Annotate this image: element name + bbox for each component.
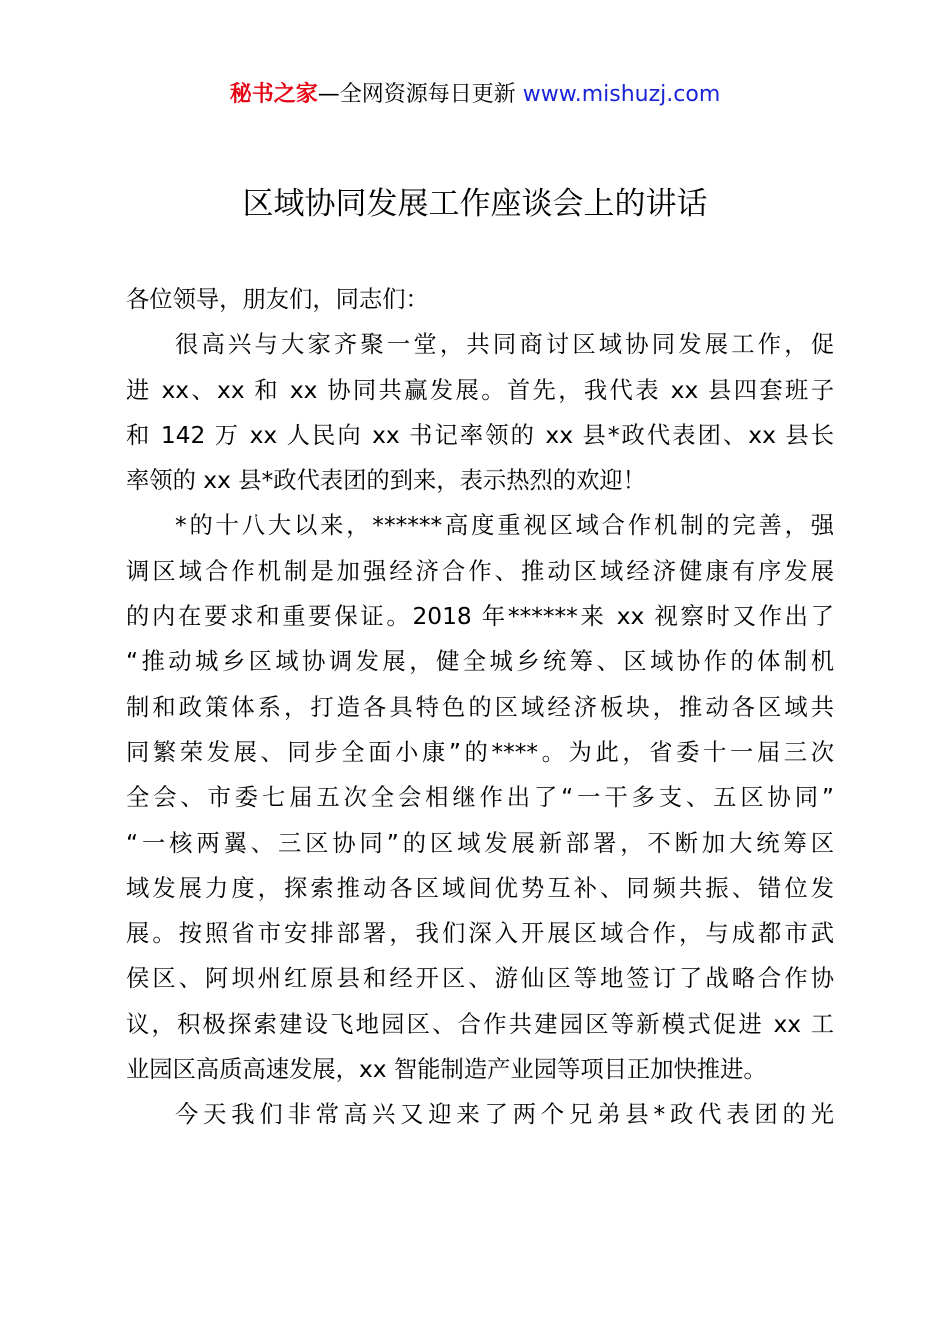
paragraph-line: 域发展力度，探索推动各区域间优势互补、同频共振、错位发 [126,874,834,902]
paragraph-line: 调区域合作机制是加强经济合作、推动区域经济健康有序发展 [126,557,834,585]
site-tagline: —全网资源每日更新 [317,82,516,107]
paragraph-line: 议，积极探索建设飞地园区、合作共建园区等新模式促进 xx 工 [126,1010,834,1038]
salutation-line: 各位领导，朋友们，同志们： [126,286,429,313]
paragraph-line: 全会、市委七届五次全会相继作出了“一干多支、五区协同” [126,784,834,812]
paragraph-line: 展。按照省市安排部署，我们深入开展区域合作，与成都市武 [126,920,834,948]
paragraph-line: 很高兴与大家齐聚一堂，共同商讨区域协同发展工作，促 [175,331,834,359]
paragraph-line: “一核两翼、三区协同”的区域发展新部署，不断加大统筹区 [126,829,834,857]
paragraph-line: 制和政策体系，打造各具特色的区域经济板块，推动各区域共 [126,693,834,721]
paragraph-line: 的内在要求和重要保证。2018 年******来 xx 视察时又作出了 [126,603,834,631]
document-body [126,277,834,1138]
paragraph-line: 率领的 xx 县*政代表团的到来，表示热烈的欢迎！ [126,467,646,495]
paragraph-line: 今天我们非常高兴又迎来了两个兄弟县*政代表团的光 [175,1101,834,1129]
site-header [0,78,950,112]
paragraph-line: 和 142 万 xx 人民向 xx 书记率领的 xx 县*政代表团、xx 县长 [126,421,834,449]
paragraph-line: 同繁荣发展、同步全面小康”的****。为此，省委十一届三次 [126,738,834,766]
document-title: 区域协同发展工作座谈会上的讲话 [242,186,708,222]
paragraph-line: *的十八大以来，******高度重视区域合作机制的完善，强 [175,512,834,540]
paragraph-line: 进 xx、xx 和 xx 协同共赢发展。首先，我代表 xx 县四套班子 [126,376,834,404]
paragraph-line: 侯区、阿坝州红原县和经开区、游仙区等地签订了战略合作协 [126,965,834,993]
paragraph-line: “推动城乡区域协调发展，健全城乡统筹、区域协作的体制机 [126,648,834,676]
site-brand[interactable]: 秘书之家 [229,82,318,107]
paragraph-line: 业园区高质高速发展，xx 智能制造产业园等项目正加快推进。 [126,1056,767,1084]
site-url-link[interactable]: www.mishuzj.com [522,82,721,107]
